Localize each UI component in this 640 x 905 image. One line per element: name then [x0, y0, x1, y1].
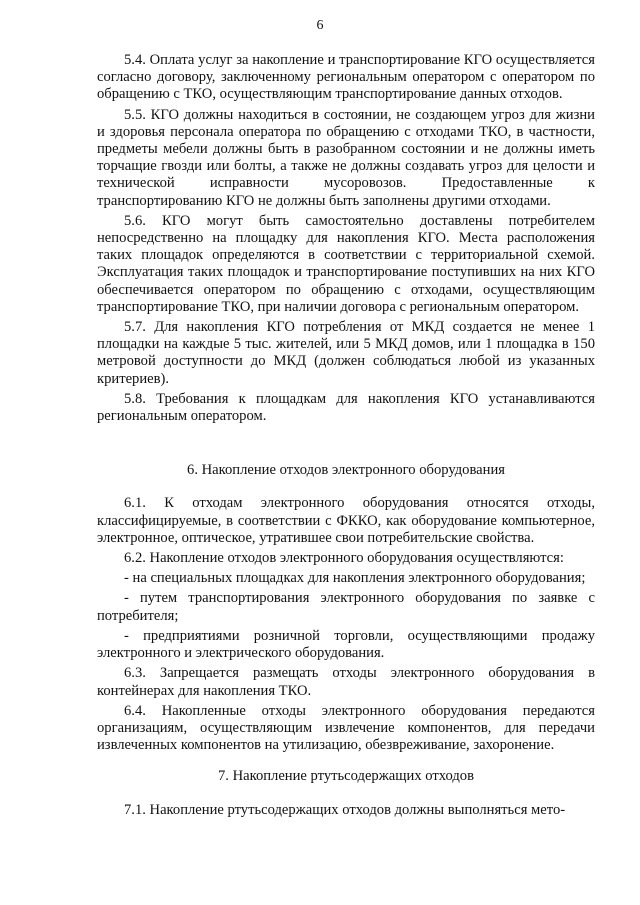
- paragraph-6-2: 6.2. Накопление отходов электронного оборудования осуществляются:: [124, 550, 564, 567]
- paragraph-6-1: 6.1. К отходам электронного оборудования относятся отходы, классифицируемые, в соответствии с ФККО, как оборудование компьютерное, электронное, оптическое, утратившее свои потребительские свойства.: [97, 495, 595, 546]
- list-item-special-sites: - на специальных площадках для накопления электронного оборудования;: [124, 570, 586, 587]
- paragraph-5-7: 5.7. Для накопления КГО потребления от МКД создается не менее 1 площадки на каждые 5 тыс. жителей, или 5 МКД домов, или 1 площадка в 150 метровой доступности до МКД (должен соблюдаться любой из указанных критериев).: [97, 319, 595, 387]
- list-item-transport-on-request: - путем транспортирования электронного оборудования по заявке с потребителя;: [97, 590, 595, 624]
- document-body: [97, 52, 595, 819]
- paragraph-5-5: 5.5. КГО должны находиться в состоянии, не создающем угроз для жизни и здоровья персонала оператора по обращению с отходами ТКО, в частности, предметы мебели должны быть в разобранном состоянии и не должны иметь торчащие гвозди или болты, а также не должны создавать угроз для целости и технической исправности мусоровозов. Предоставленные к транспортированию КГО не должны быть заполнены другими отходами.: [97, 106, 595, 209]
- paragraph-7-1: 7.1. Накопление ртутьсодержащих отходов должны выполняться мето-: [124, 801, 566, 818]
- section-6-heading: 6. Накопление отходов электронного оборудования: [187, 462, 505, 479]
- section-7-heading: 7. Накопление ртутьсодержащих отходов: [217, 768, 474, 785]
- paragraph-5-6: 5.6. КГО могут быть самостоятельно доставлены потребителем непосредственно на площадку для накопления КГО. Места расположения таких площадок определяются в соответствии с территориальной схемой. Эксплуатация таких площадок и транспортирование поступивших на них КГО обеспечивается оператором по обращению с отходами, осуществляющим транспортирование ТКО, при наличии договора с региональным оператором.: [97, 212, 595, 315]
- page-number: 6: [316, 18, 324, 33]
- list-item-retailers: - предприятиями розничной торговли, осуществляющими продажу электронного и электрического оборудования.: [97, 627, 595, 662]
- paragraph-6-4: 6.4. Накопленные отходы электронного оборудования передаются организациям, осуществляющим извлечение компонентов, для передачи извлеченных компонентов на утилизацию, обезвреживание, захоронение.: [97, 702, 595, 754]
- paragraph-5-4: 5.4. Оплата услуг за накопление и транспортирование КГО осуществляется согласно договору, заключенному региональным оператором с оператором по обращению с ТКО, осуществляющим транспортирование данных отходов.: [97, 52, 595, 103]
- paragraph-5-8: 5.8. Требования к площадкам для накопления КГО устанавливаются региональным оператором.: [97, 390, 595, 425]
- paragraph-6-3: 6.3. Запрещается размещать отходы электронного оборудования в контейнерах для накопления ТКО.: [97, 665, 595, 699]
